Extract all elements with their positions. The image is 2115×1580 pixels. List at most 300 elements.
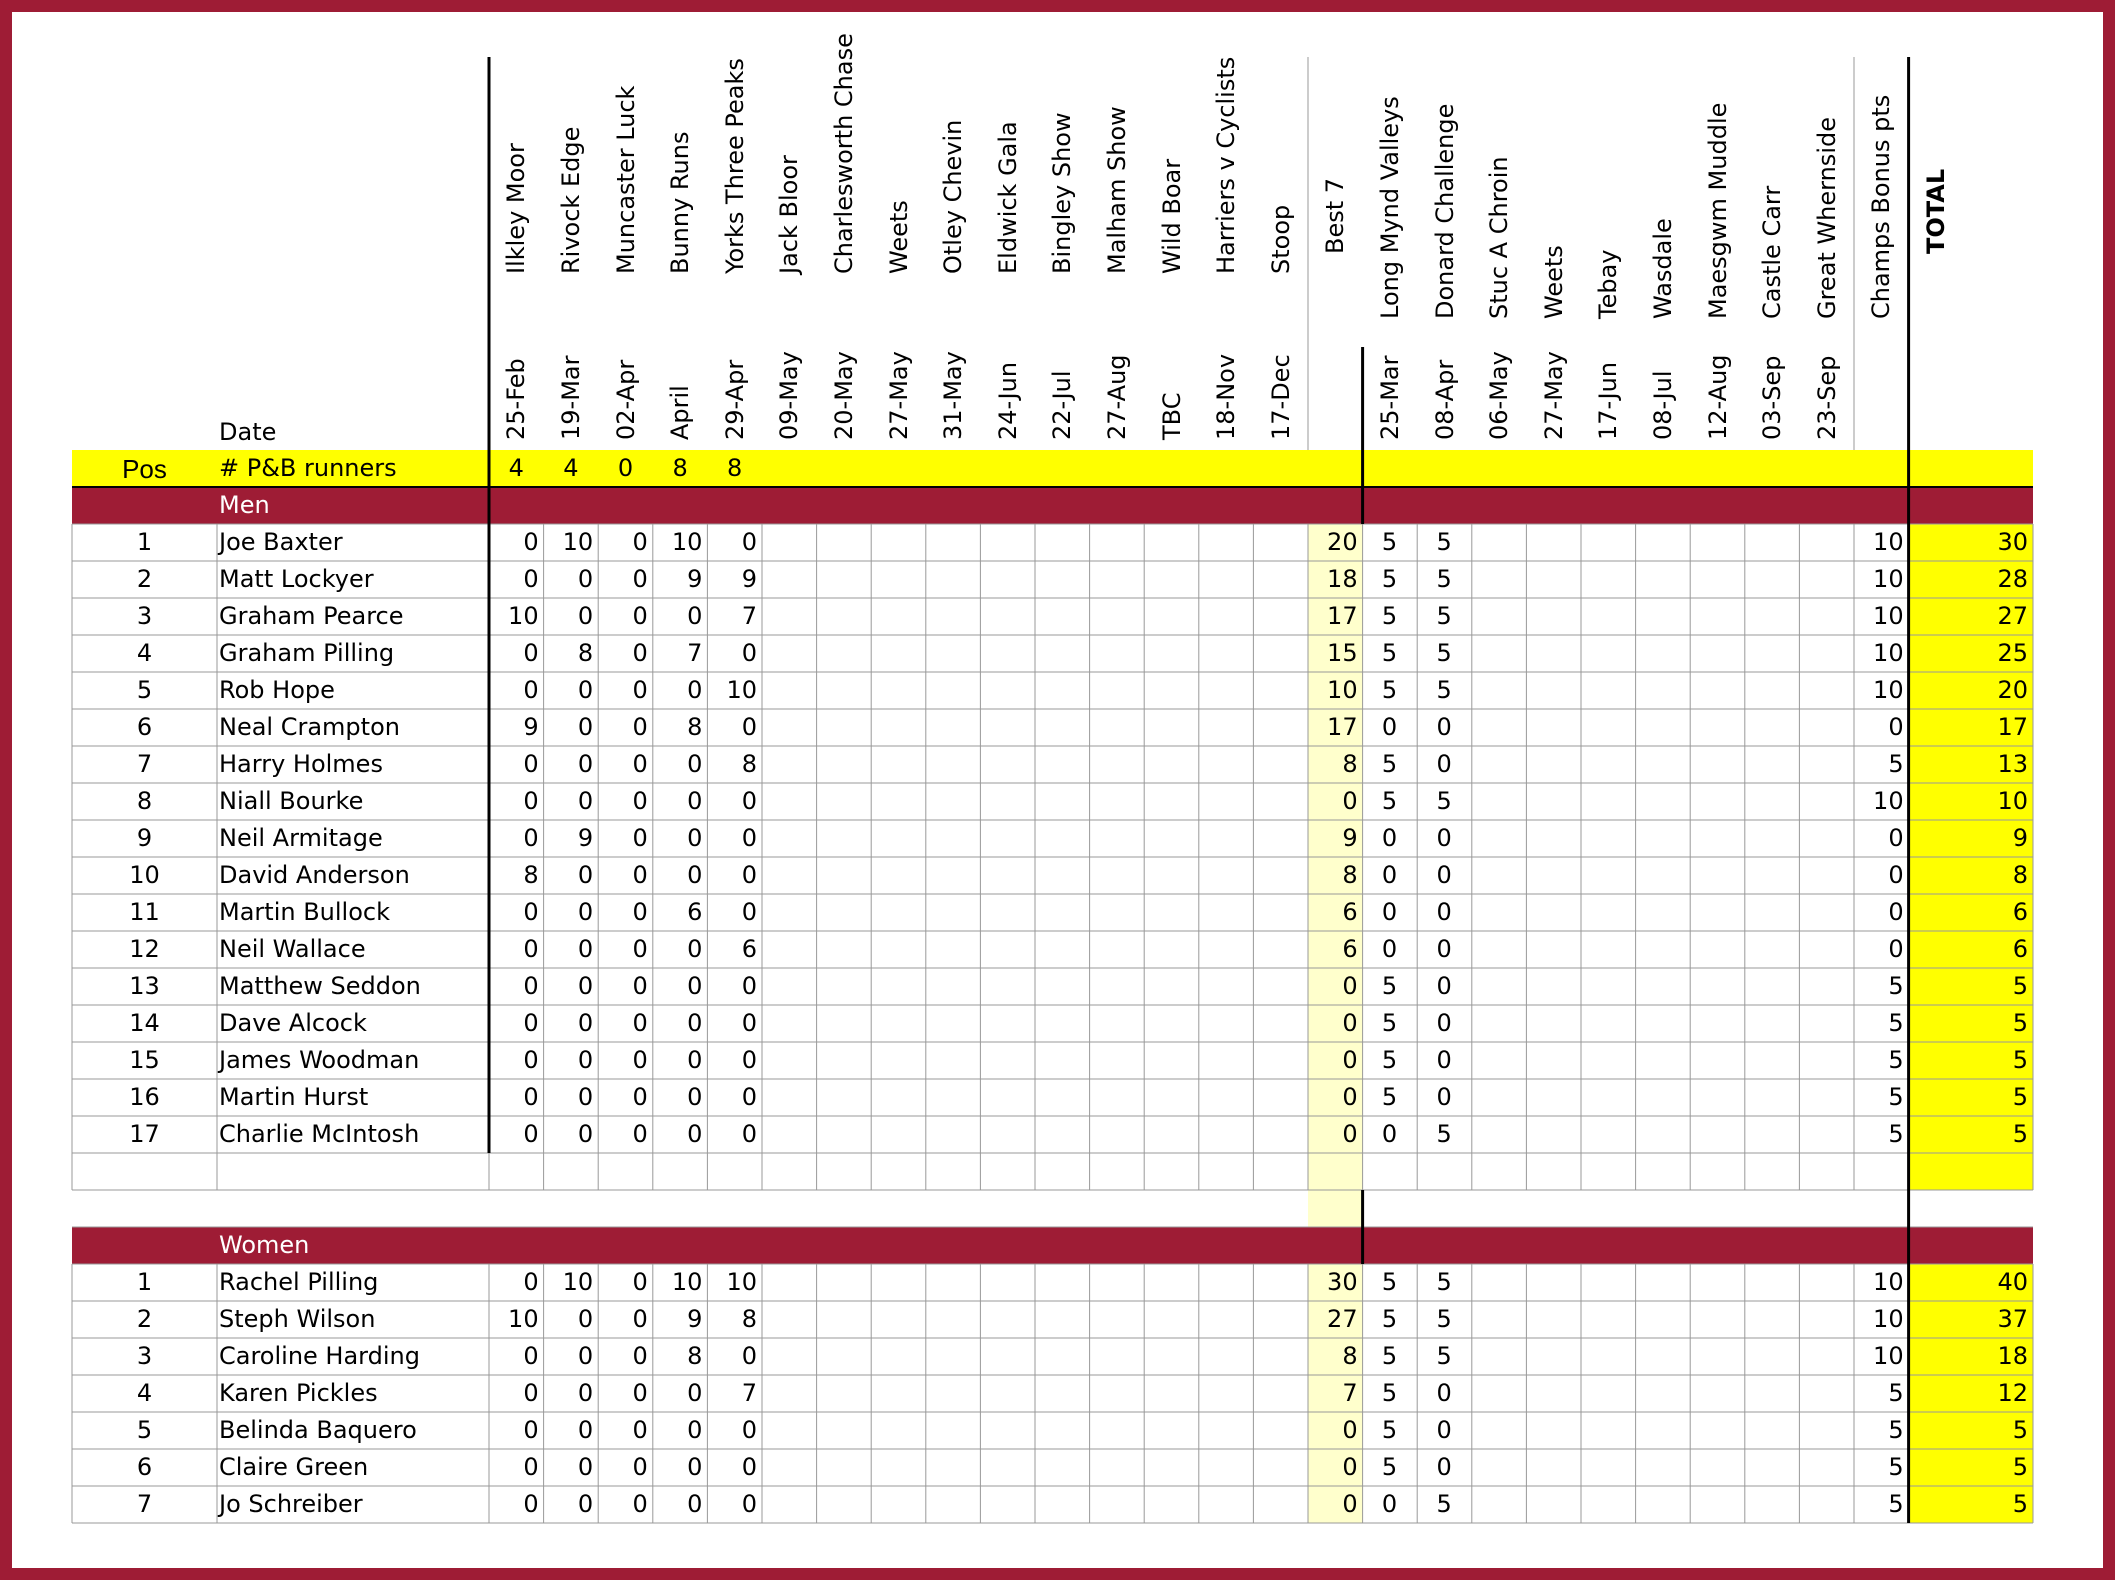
row-pos: 12 bbox=[129, 935, 160, 963]
race-score: 6 bbox=[741, 935, 757, 963]
race-score: 0 bbox=[741, 1083, 757, 1111]
row-name: Neil Wallace bbox=[219, 935, 366, 963]
race-score: 0 bbox=[523, 1120, 539, 1148]
race-date: 09-May bbox=[775, 351, 804, 440]
bonus-score: 5 bbox=[1888, 972, 1904, 1000]
row-pos: 4 bbox=[136, 639, 153, 667]
race-score: 0 bbox=[577, 1083, 594, 1111]
row-name: Charlie McIntosh bbox=[219, 1120, 420, 1148]
race-score: 0 bbox=[687, 1453, 703, 1481]
row-name: Harry Holmes bbox=[219, 750, 383, 778]
race-score: 0 bbox=[741, 1009, 757, 1037]
race-score: 0 bbox=[523, 972, 539, 1000]
bonus-score: 5 bbox=[1888, 1046, 1904, 1074]
race-score: 0 bbox=[741, 1453, 757, 1481]
race-score: 9 bbox=[523, 713, 539, 741]
bonus-score: 10 bbox=[1873, 639, 1904, 667]
race-name: Eldwick Gala bbox=[993, 121, 1022, 274]
champs-score: 0 bbox=[1436, 935, 1452, 963]
row-pos: 17 bbox=[129, 1120, 160, 1148]
race-score: 0 bbox=[523, 1083, 539, 1111]
race-score: 0 bbox=[523, 1490, 539, 1518]
row-name: Joe Baxter bbox=[219, 528, 343, 556]
champs-race-name: Great Whernside bbox=[1812, 117, 1841, 319]
runners-count: 8 bbox=[672, 454, 688, 482]
row-pos: 6 bbox=[136, 713, 153, 741]
row-name: Caroline Harding bbox=[219, 1342, 420, 1370]
race-score: 9 bbox=[687, 565, 703, 593]
race-score: 0 bbox=[632, 1490, 648, 1518]
race-score: 0 bbox=[632, 824, 648, 852]
race-score: 0 bbox=[577, 1046, 594, 1074]
runners-count: 0 bbox=[617, 454, 634, 482]
race-date: 02-Apr bbox=[611, 359, 640, 440]
row-pos: 2 bbox=[136, 565, 153, 593]
total-score: 30 bbox=[1997, 528, 2028, 556]
best7-score: 18 bbox=[1327, 565, 1358, 593]
race-score: 8 bbox=[523, 861, 539, 889]
champs-race-name: Wasdale bbox=[1648, 218, 1677, 319]
race-score: 0 bbox=[632, 528, 648, 556]
race-score: 9 bbox=[687, 1305, 703, 1333]
race-date: 25-Feb bbox=[502, 358, 531, 440]
champs-score: 0 bbox=[1381, 1490, 1398, 1518]
champs-score: 5 bbox=[1436, 639, 1452, 667]
row-pos: 6 bbox=[136, 1453, 153, 1481]
race-score: 0 bbox=[687, 935, 703, 963]
row-pos: 14 bbox=[129, 1009, 160, 1037]
champs-score: 5 bbox=[1436, 1342, 1452, 1370]
runners-count: 4 bbox=[563, 454, 579, 482]
row-name: Dave Alcock bbox=[219, 1009, 367, 1037]
race-name: Weets bbox=[884, 200, 913, 274]
race-score: 0 bbox=[632, 1083, 648, 1111]
league-table-sheet bbox=[12, 12, 2103, 1568]
total-score: 5 bbox=[2012, 1120, 2028, 1148]
race-score: 0 bbox=[741, 528, 757, 556]
race-score: 0 bbox=[577, 602, 594, 630]
bonus-score: 0 bbox=[1888, 861, 1904, 889]
race-score: 0 bbox=[523, 1009, 539, 1037]
race-score: 0 bbox=[523, 676, 539, 704]
row-pos: 1 bbox=[136, 1268, 153, 1296]
best7-score: 17 bbox=[1327, 713, 1358, 741]
best7-score: 0 bbox=[1342, 1083, 1358, 1111]
runners-count: 8 bbox=[727, 454, 743, 482]
row-name: Graham Pilling bbox=[219, 639, 395, 667]
race-date: 18-Nov bbox=[1212, 353, 1241, 440]
race-score: 0 bbox=[632, 1342, 648, 1370]
best7-score: 20 bbox=[1327, 528, 1358, 556]
race-score: 0 bbox=[687, 1009, 703, 1037]
total-score: 10 bbox=[1997, 787, 2028, 815]
race-score: 0 bbox=[577, 1453, 594, 1481]
best7-score: 9 bbox=[1342, 824, 1358, 852]
total-score: 8 bbox=[2012, 861, 2028, 889]
champs-score: 5 bbox=[1436, 1268, 1452, 1296]
row-pos: 3 bbox=[136, 1342, 153, 1370]
bonus-score: 10 bbox=[1873, 1305, 1904, 1333]
race-score: 0 bbox=[741, 787, 757, 815]
race-score: 0 bbox=[632, 972, 648, 1000]
row-name: Graham Pearce bbox=[219, 602, 404, 630]
bonus-score: 10 bbox=[1873, 1268, 1904, 1296]
best7-score: 0 bbox=[1342, 1009, 1358, 1037]
race-score: 0 bbox=[687, 1046, 703, 1074]
champs-score: 0 bbox=[1436, 1046, 1452, 1074]
champs-score: 0 bbox=[1381, 898, 1398, 926]
best7-score: 15 bbox=[1327, 639, 1358, 667]
champs-score: 5 bbox=[1381, 602, 1398, 630]
race-score: 0 bbox=[632, 639, 648, 667]
race-score: 0 bbox=[523, 1046, 539, 1074]
row-pos: 1 bbox=[136, 528, 153, 556]
race-score: 0 bbox=[687, 861, 703, 889]
race-score: 10 bbox=[671, 1268, 703, 1296]
champs-score: 0 bbox=[1436, 898, 1452, 926]
champs-score: 5 bbox=[1381, 565, 1398, 593]
bonus-score: 10 bbox=[1873, 528, 1904, 556]
champs-score: 5 bbox=[1436, 787, 1452, 815]
best7-score: 6 bbox=[1342, 935, 1358, 963]
best7-score: 8 bbox=[1342, 1342, 1358, 1370]
date-label: Date bbox=[219, 418, 277, 446]
total-score: 18 bbox=[1997, 1342, 2028, 1370]
champs-score: 5 bbox=[1436, 528, 1452, 556]
row-name: Karen Pickles bbox=[219, 1379, 378, 1407]
race-score: 9 bbox=[741, 565, 757, 593]
bonus-score: 10 bbox=[1873, 602, 1904, 630]
race-date: 27-May bbox=[884, 351, 913, 440]
total-score: 5 bbox=[2012, 1083, 2028, 1111]
champs-race-date: 08-Jul bbox=[1648, 370, 1677, 440]
best7-score: 0 bbox=[1342, 1453, 1358, 1481]
race-score: 0 bbox=[577, 1342, 594, 1370]
race-score: 0 bbox=[632, 861, 648, 889]
race-score: 0 bbox=[523, 639, 539, 667]
row-name: Claire Green bbox=[219, 1453, 369, 1481]
race-score: 0 bbox=[577, 1490, 594, 1518]
race-date: 17-Dec bbox=[1266, 354, 1295, 440]
total-score: 12 bbox=[1997, 1379, 2028, 1407]
race-name: Rivock Edge bbox=[556, 126, 585, 274]
race-score: 0 bbox=[577, 676, 594, 704]
race-score: 0 bbox=[632, 1453, 648, 1481]
race-score: 0 bbox=[523, 898, 539, 926]
women-band bbox=[72, 1227, 2033, 1264]
best7-score: 0 bbox=[1342, 787, 1358, 815]
race-name: Bunny Runs bbox=[666, 131, 695, 274]
row-name: Belinda Baquero bbox=[219, 1416, 417, 1444]
row-name: David Anderson bbox=[219, 861, 410, 889]
race-score: 0 bbox=[632, 1305, 648, 1333]
row-pos: 2 bbox=[136, 1305, 153, 1333]
total-header: TOTAL bbox=[1921, 168, 1950, 254]
best7-score: 7 bbox=[1342, 1379, 1358, 1407]
race-name: Yorks Three Peaks bbox=[720, 58, 749, 274]
race-score: 10 bbox=[671, 528, 703, 556]
champs-race-name: Stuc A Chroin bbox=[1485, 156, 1514, 319]
row-pos: 5 bbox=[136, 676, 153, 704]
bonus-score: 0 bbox=[1888, 935, 1904, 963]
race-name: Bingley Show bbox=[1048, 112, 1077, 274]
race-score: 0 bbox=[687, 602, 703, 630]
race-score: 0 bbox=[523, 750, 539, 778]
race-score: 0 bbox=[741, 898, 757, 926]
race-name: Malham Show bbox=[1102, 106, 1131, 274]
race-score: 0 bbox=[632, 565, 648, 593]
bonus-score: 5 bbox=[1888, 1083, 1904, 1111]
race-score: 0 bbox=[523, 935, 539, 963]
champs-score: 5 bbox=[1381, 1046, 1398, 1074]
bonus-score: 5 bbox=[1888, 1453, 1904, 1481]
champs-score: 5 bbox=[1381, 676, 1398, 704]
total-score: 40 bbox=[1997, 1268, 2028, 1296]
runners-count: 4 bbox=[508, 454, 524, 482]
row-pos: 16 bbox=[129, 1083, 160, 1111]
race-score: 0 bbox=[632, 898, 648, 926]
row-name: Rachel Pilling bbox=[219, 1268, 379, 1296]
row-pos: 7 bbox=[136, 1490, 153, 1518]
race-name: Harriers v Cyclists bbox=[1212, 56, 1241, 274]
race-score: 0 bbox=[577, 1120, 594, 1148]
bonus-score: 5 bbox=[1888, 750, 1904, 778]
race-score: 8 bbox=[741, 1305, 757, 1333]
bonus-score: 0 bbox=[1888, 824, 1904, 852]
total-score: 27 bbox=[1997, 602, 2028, 630]
race-name: Ilkley Moor bbox=[502, 143, 531, 274]
total-score: 5 bbox=[2012, 1416, 2028, 1444]
champs-score: 5 bbox=[1436, 676, 1452, 704]
best7-score: 30 bbox=[1327, 1268, 1358, 1296]
champs-score: 5 bbox=[1381, 787, 1398, 815]
row-pos: 7 bbox=[136, 750, 153, 778]
race-score: 0 bbox=[632, 676, 648, 704]
row-pos: 4 bbox=[136, 1379, 153, 1407]
race-score: 8 bbox=[577, 639, 594, 667]
champs-race-date: 23-Sep bbox=[1812, 355, 1841, 440]
best7-score: 0 bbox=[1342, 1490, 1358, 1518]
race-score: 0 bbox=[632, 1379, 648, 1407]
race-score: 0 bbox=[577, 787, 594, 815]
race-score: 0 bbox=[523, 565, 539, 593]
total-score: 5 bbox=[2012, 972, 2028, 1000]
race-score: 0 bbox=[687, 787, 703, 815]
champs-score: 5 bbox=[1381, 1416, 1398, 1444]
race-score: 0 bbox=[687, 1490, 703, 1518]
row-pos: 11 bbox=[129, 898, 160, 926]
race-score: 0 bbox=[577, 713, 594, 741]
champs-score: 0 bbox=[1381, 1120, 1398, 1148]
race-score: 10 bbox=[562, 1268, 594, 1296]
row-name: Neal Crampton bbox=[219, 713, 400, 741]
race-score: 8 bbox=[741, 750, 757, 778]
total-score: 5 bbox=[2012, 1490, 2028, 1518]
race-score: 0 bbox=[632, 935, 648, 963]
champs-score: 0 bbox=[1436, 713, 1452, 741]
race-date: April bbox=[666, 385, 695, 440]
bonus-score: 10 bbox=[1873, 1342, 1904, 1370]
champs-score: 5 bbox=[1381, 639, 1398, 667]
champs-score: 5 bbox=[1381, 1268, 1398, 1296]
champs-score: 5 bbox=[1436, 1120, 1452, 1148]
total-score: 6 bbox=[2012, 935, 2028, 963]
race-score: 0 bbox=[741, 639, 757, 667]
best7-score: 0 bbox=[1342, 1120, 1358, 1148]
bonus-score: 10 bbox=[1873, 565, 1904, 593]
race-score: 0 bbox=[687, 972, 703, 1000]
champs-score: 0 bbox=[1436, 1453, 1452, 1481]
bonus-score: 5 bbox=[1888, 1490, 1904, 1518]
champs-score: 5 bbox=[1381, 1379, 1398, 1407]
champs-race-date: 12-Aug bbox=[1703, 354, 1732, 440]
champs-race-date: 08-Apr bbox=[1430, 359, 1459, 440]
race-date: 31-May bbox=[939, 351, 968, 440]
race-date: 20-May bbox=[829, 351, 858, 440]
race-score: 10 bbox=[562, 528, 594, 556]
bonus-score: 5 bbox=[1888, 1416, 1904, 1444]
champs-score: 0 bbox=[1436, 824, 1452, 852]
champs-race-date: 25-Mar bbox=[1375, 355, 1404, 440]
race-score: 0 bbox=[523, 787, 539, 815]
champs-score: 0 bbox=[1381, 824, 1398, 852]
best7-score: 6 bbox=[1342, 898, 1358, 926]
best7-score: 8 bbox=[1342, 750, 1358, 778]
race-date: 19-Mar bbox=[556, 355, 585, 440]
champs-score: 5 bbox=[1436, 1490, 1452, 1518]
race-score: 0 bbox=[632, 1268, 648, 1296]
row-name: Martin Hurst bbox=[219, 1083, 369, 1111]
champs-score: 5 bbox=[1436, 602, 1452, 630]
race-score: 0 bbox=[687, 750, 703, 778]
best7-score: 27 bbox=[1327, 1305, 1358, 1333]
champs-race-name: Castle Carr bbox=[1758, 185, 1787, 319]
champs-score: 0 bbox=[1381, 861, 1398, 889]
champs-score: 0 bbox=[1436, 1416, 1452, 1444]
champs-score: 0 bbox=[1381, 713, 1398, 741]
champs-score: 0 bbox=[1436, 1379, 1452, 1407]
race-score: 0 bbox=[687, 824, 703, 852]
race-score: 0 bbox=[632, 1009, 648, 1037]
race-score: 0 bbox=[523, 1453, 539, 1481]
race-score: 0 bbox=[577, 565, 594, 593]
champs-score: 5 bbox=[1436, 565, 1452, 593]
row-name: Matthew Seddon bbox=[219, 972, 421, 1000]
men-band bbox=[72, 487, 2033, 524]
row-name: Niall Bourke bbox=[219, 787, 364, 815]
race-score: 0 bbox=[577, 972, 594, 1000]
race-score: 0 bbox=[523, 1268, 539, 1296]
best7-score: 0 bbox=[1342, 1416, 1358, 1444]
race-score: 0 bbox=[741, 972, 757, 1000]
champs-race-name: Long Mynd Valleys bbox=[1375, 96, 1404, 319]
bonus-score: 10 bbox=[1873, 787, 1904, 815]
race-score: 0 bbox=[577, 1416, 594, 1444]
champs-score: 0 bbox=[1436, 1009, 1452, 1037]
champs-score: 5 bbox=[1381, 1083, 1398, 1111]
champs-score: 5 bbox=[1381, 1342, 1398, 1370]
row-name: Matt Lockyer bbox=[219, 565, 374, 593]
row-name: Neil Armitage bbox=[219, 824, 383, 852]
race-score: 7 bbox=[741, 602, 757, 630]
champs-score: 0 bbox=[1381, 935, 1398, 963]
champs-score: 0 bbox=[1436, 972, 1452, 1000]
champs-score: 0 bbox=[1436, 861, 1452, 889]
champs-race-date: 06-May bbox=[1485, 351, 1514, 440]
champs-score: 0 bbox=[1436, 750, 1452, 778]
race-score: 0 bbox=[632, 602, 648, 630]
race-score: 0 bbox=[577, 861, 594, 889]
race-name: Otley Chevin bbox=[939, 119, 968, 274]
champs-score: 5 bbox=[1381, 1305, 1398, 1333]
champs-race-name: Weets bbox=[1539, 245, 1568, 319]
best7-fill-gap bbox=[1308, 1190, 1363, 1227]
total-score: 6 bbox=[2012, 898, 2028, 926]
race-score: 0 bbox=[741, 1342, 757, 1370]
row-name: Steph Wilson bbox=[219, 1305, 376, 1333]
row-name: Rob Hope bbox=[219, 676, 335, 704]
row-pos: 15 bbox=[129, 1046, 160, 1074]
race-date: 24-Jun bbox=[993, 361, 1022, 440]
race-date: 27-Aug bbox=[1102, 354, 1131, 440]
race-name: Jack Bloor bbox=[775, 155, 804, 274]
bonus-score: 5 bbox=[1888, 1379, 1904, 1407]
bonus-header: Champs Bonus pts bbox=[1867, 94, 1896, 319]
section-title-women: Women bbox=[219, 1231, 310, 1259]
row-pos: 5 bbox=[136, 1416, 153, 1444]
total-score: 20 bbox=[1997, 676, 2028, 704]
bonus-score: 5 bbox=[1888, 1120, 1904, 1148]
total-score: 5 bbox=[2012, 1009, 2028, 1037]
total-score: 17 bbox=[1997, 713, 2028, 741]
race-score: 0 bbox=[577, 935, 594, 963]
race-date: TBC bbox=[1157, 392, 1186, 440]
best7-score: 0 bbox=[1342, 1046, 1358, 1074]
race-score: 0 bbox=[741, 1490, 757, 1518]
race-score: 0 bbox=[577, 1009, 594, 1037]
champs-race-name: Maesgwm Muddle bbox=[1703, 102, 1732, 319]
pos-label: Pos bbox=[122, 454, 167, 484]
race-score: 8 bbox=[687, 1342, 703, 1370]
total-score: 13 bbox=[1997, 750, 2028, 778]
race-score: 8 bbox=[687, 713, 703, 741]
champs-score: 5 bbox=[1381, 1009, 1398, 1037]
best7-score: 8 bbox=[1342, 861, 1358, 889]
champs-race-date: 17-Jun bbox=[1594, 361, 1623, 440]
race-score: 0 bbox=[687, 1379, 703, 1407]
race-score: 0 bbox=[741, 1046, 757, 1074]
champs-score: 5 bbox=[1381, 528, 1398, 556]
champs-race-date: 03-Sep bbox=[1758, 355, 1787, 440]
row-name: James Woodman bbox=[219, 1046, 420, 1074]
race-name: Wild Boar bbox=[1157, 158, 1186, 274]
best7-score: 0 bbox=[1342, 972, 1358, 1000]
race-score: 0 bbox=[523, 528, 539, 556]
race-score: 6 bbox=[687, 898, 703, 926]
race-score: 0 bbox=[741, 824, 757, 852]
race-score: 0 bbox=[687, 1120, 703, 1148]
total-score: 37 bbox=[1997, 1305, 2028, 1333]
race-score: 7 bbox=[741, 1379, 757, 1407]
champs-score: 5 bbox=[1381, 972, 1398, 1000]
champs-race-name: Tebay bbox=[1594, 249, 1623, 319]
best7-header: Best 7 bbox=[1321, 177, 1350, 254]
race-score: 0 bbox=[632, 1120, 648, 1148]
race-score: 0 bbox=[741, 1416, 757, 1444]
row-name: Jo Schreiber bbox=[219, 1490, 363, 1518]
row-pos: 10 bbox=[129, 861, 160, 889]
race-score: 0 bbox=[687, 1416, 703, 1444]
